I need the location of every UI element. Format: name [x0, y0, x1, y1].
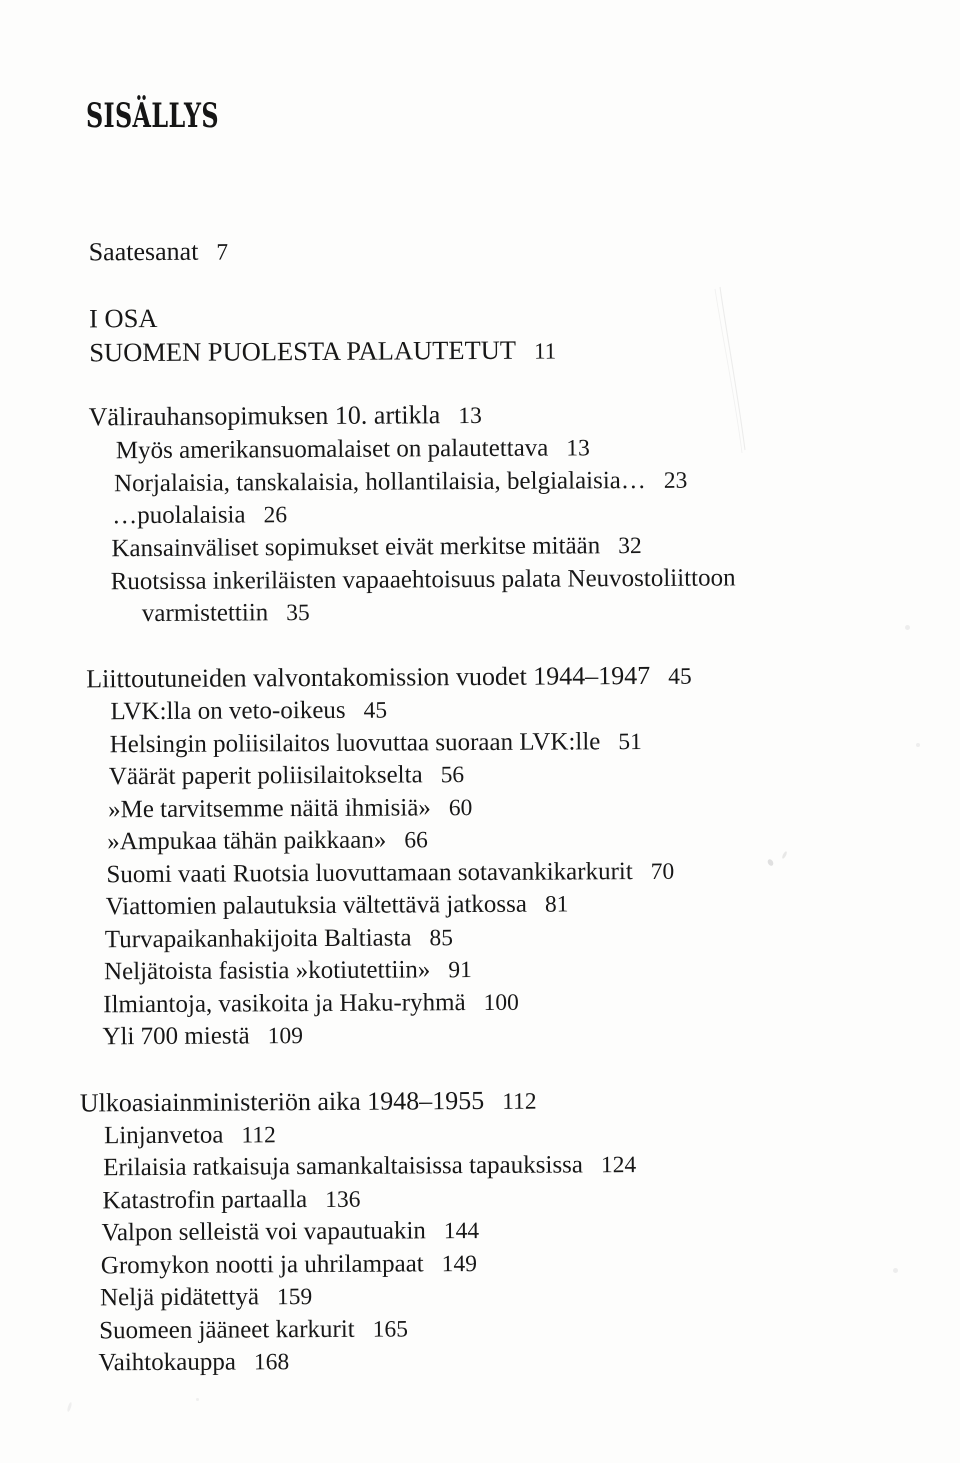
toc-entry: [79, 1085, 537, 1118]
toc-entry-label: varmistettiin: [141, 599, 269, 628]
toc-entry-page-number: 144: [443, 1218, 480, 1245]
toc-entry-label: Katastrofin partaalla: [102, 1186, 308, 1215]
toc-entry-label: Yli 700 miestä: [102, 1022, 250, 1051]
toc-entry-label: Viattomien palautuksia vältettävä jatkossa: [105, 890, 528, 921]
toc-entry-page-number: 112: [241, 1122, 276, 1149]
toc-entry: [112, 502, 287, 529]
scan-speck: [893, 1268, 898, 1273]
toc-entry-label: Kansainväliset sopimukset eivät merkitse mitään: [111, 532, 601, 563]
toc-entry: [109, 762, 464, 790]
toc-entry: [98, 1349, 289, 1376]
toc-entry-label: Ilmiantoja, vasikoita ja Haku-ryhmä: [103, 989, 466, 1019]
toc-entry-label: Valpon selleistä voi vapautuakin: [101, 1217, 426, 1247]
toc-entry: [89, 402, 482, 431]
toc-entry-label: LVK:lla on veto-oikeus: [110, 696, 346, 726]
toc-entry: [111, 533, 641, 562]
toc-entry: [88, 236, 229, 267]
toc-entry: [116, 435, 590, 463]
toc-entry: [107, 827, 428, 854]
scan-speck: [905, 625, 910, 630]
toc-entry-label: Gromykon nootti ja uhrilampaat: [100, 1250, 424, 1280]
scan-speck: [67, 1402, 73, 1412]
toc-entry-page-number: 70: [650, 858, 675, 885]
toc-entry-label: Välirauhansopimuksen 10. artikla: [88, 400, 441, 432]
toc-entry: [103, 990, 519, 1018]
toc-entry-page-number: 7: [216, 239, 229, 266]
toc-entry-page-number: 91: [448, 957, 472, 984]
toc-entry-label: Neljätoista fasistia »kotiutettiin»: [103, 956, 431, 986]
toc-entry: [103, 1152, 636, 1181]
toc-entry: [104, 1122, 276, 1149]
toc-entry-page-number: 165: [372, 1316, 409, 1343]
toc-entry-page-number: 112: [502, 1088, 537, 1115]
toc-entry: [111, 565, 736, 594]
toc-entry-label: Suomeen jääneet karkurit: [99, 1315, 355, 1345]
toc-entry-page-number: 81: [544, 891, 569, 918]
toc-entry-page-number: 56: [440, 762, 465, 789]
toc-entry-page-number: 159: [276, 1284, 313, 1311]
toc-entry-page-number: 85: [429, 925, 454, 952]
toc-entry: [106, 891, 569, 919]
toc-entry-page-number: 149: [441, 1251, 478, 1278]
toc-entry-page-number: 35: [286, 600, 310, 627]
toc-entry-label: Neljä pidätettyä: [99, 1283, 260, 1312]
page-title: SISÄLLYS: [86, 95, 219, 136]
toc-entry-page-number: 100: [483, 989, 519, 1016]
toc-entry-label: »Me tarvitsemme näitä ihmisiä»: [107, 794, 431, 824]
toc-entry: [100, 1284, 312, 1311]
toc-entry: [105, 925, 453, 953]
toc-entry-page-number: 13: [566, 435, 590, 462]
toc-entry: [104, 957, 472, 985]
toc-entry: [99, 1316, 408, 1343]
toc-entry-label: Väärät paperit poliisilaitokselta: [108, 761, 423, 791]
scan-speck: [781, 851, 787, 859]
toc-entry-page-number: 45: [668, 663, 692, 690]
toc-entry-label: Suomi vaati Ruotsia luovuttamaan sotavankikarkurit: [106, 858, 633, 889]
toc-entry-page-number: 11: [533, 338, 557, 364]
toc-entry: [108, 795, 472, 823]
toc-entry: [101, 1251, 477, 1279]
toc-entry: [88, 302, 158, 334]
toc-entry-label: Myös amerikansuomalaiset on palautettava: [115, 434, 549, 465]
toc-entry: [110, 698, 387, 725]
toc-entry-page-number: 60: [448, 795, 473, 822]
toc-entry-label: Liittoutuneiden valvontakomission vuodet 1944–1947: [86, 660, 651, 694]
scan-speck: [916, 743, 920, 747]
toc-entry-page-number: 23: [663, 467, 688, 494]
toc-entry: [102, 1023, 303, 1050]
toc-entry: [86, 660, 692, 694]
toc-entry: [114, 468, 687, 497]
scan-crease-artifact: [712, 285, 756, 455]
toc-entry-label: Ulkoasiainministeriön aika 1948–1955: [79, 1085, 485, 1118]
toc-entry: [102, 1187, 360, 1214]
toc-entry: [102, 1218, 480, 1246]
scan-speck: [196, 1398, 199, 1401]
toc-entry-label: Linjanvetoa: [103, 1121, 224, 1150]
toc-entry-label: Turvapaikanhakijoita Baltiasta: [104, 924, 412, 954]
toc-entry: [89, 334, 557, 368]
toc-entry-label: Erilaisia ratkaisuja samankaltaisissa tapauksissa: [103, 1151, 584, 1182]
toc-entry-page-number: 45: [363, 697, 388, 724]
toc-entry: [106, 859, 674, 888]
toc-entry-page-number: 51: [618, 729, 642, 756]
toc-entry-page-number: 26: [263, 502, 288, 529]
toc-entry-page-number: 124: [600, 1152, 637, 1179]
toc-entry-label: I OSA: [88, 302, 158, 334]
toc-entry-label: Helsingin poliisilaitos luovuttaa suoraan LVK:lle: [109, 728, 601, 759]
toc-entry-label: Saatesanat: [88, 236, 199, 267]
toc-entry-page-number: 168: [253, 1349, 290, 1376]
toc-entry-page-number: 13: [458, 402, 482, 430]
scan-speck: [767, 858, 775, 867]
toc-entry-label: SUOMEN PUOLESTA PALAUTETUT: [89, 334, 517, 368]
toc-entry-page-number: 109: [267, 1023, 303, 1050]
toc-entry-label: Norjalaisia, tanskalaisia, hollantilaisia, belgialaisia…: [113, 466, 646, 498]
toc-entry-label: Ruotsissa inkeriläisten vapaaehtoisuus palata Neuvostoliittoon: [110, 564, 736, 596]
toc-entry-page-number: 66: [404, 827, 428, 854]
toc-entry-label: Vaihtokauppa: [98, 1348, 236, 1377]
toc-entry-label: »Ampukaa tähän paikkaan»: [107, 826, 387, 856]
toc-entry-page-number: 32: [618, 533, 642, 560]
toc-entry: [142, 600, 310, 627]
toc-entry: [110, 729, 642, 758]
toc-entry-label: …puolalaisia: [112, 501, 246, 530]
toc-entry-page-number: 136: [325, 1186, 361, 1213]
